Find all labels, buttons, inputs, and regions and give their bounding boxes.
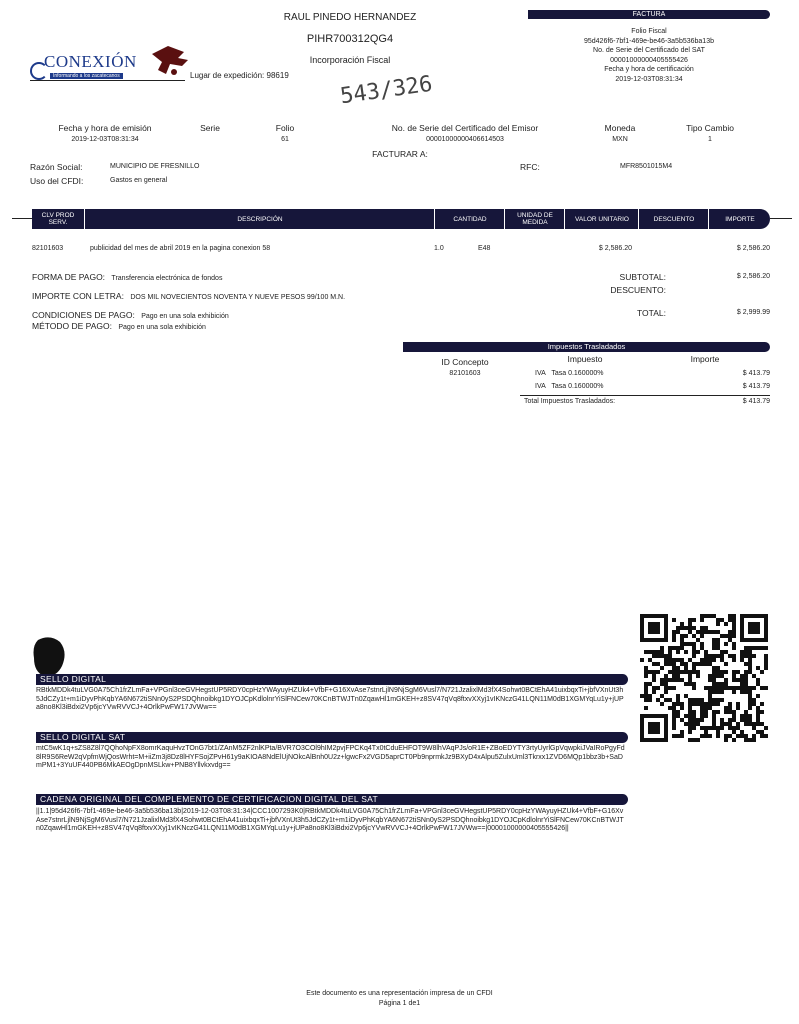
condiciones-value: Pago en una sola exhibición	[141, 313, 229, 320]
handwritten-note: 543/326	[338, 71, 435, 110]
emission-value: 2019-12-03T08:31:34	[71, 136, 139, 143]
col-descripcion: DESCRIPCIÓN	[84, 209, 435, 229]
company-logo	[30, 48, 190, 82]
logo-text: CONEXIÓN	[44, 52, 137, 71]
client-rfc-value: MFR8501015M4	[620, 163, 673, 170]
tax-line	[535, 370, 770, 377]
cert-emisor-value: 00001000000406614503	[426, 136, 504, 143]
col-descuento: DESCUENTO	[638, 209, 709, 229]
table-row	[32, 245, 770, 257]
cert-date-value: 2019-12-03T08:31:34	[615, 75, 683, 83]
fiscal-title-bar	[528, 10, 770, 19]
tax-line-importe: $ 413.79	[742, 370, 770, 377]
forma-pago-value: Transferencia electrónica de fondos	[111, 275, 223, 282]
footer-note: Este documento es una representación impresa de un CFDI	[306, 990, 493, 997]
cadena-original-header	[36, 794, 628, 805]
tax-total-value: $ 413.79	[742, 398, 770, 405]
tax-col-importe: Importe	[690, 354, 720, 364]
table-side-rule-right	[770, 218, 792, 219]
issuer-regime: Incorporación Fiscal	[309, 55, 391, 65]
logo-figure-icon	[148, 44, 194, 80]
place-label: Lugar de expedición:	[190, 71, 265, 80]
footer-page: Página 1 de1	[378, 1000, 421, 1007]
subtotal-value: $ 2,586.20	[736, 273, 770, 280]
cert-sat-label: No. de Serie del Certificado del SAT	[593, 47, 705, 55]
metodo-label: MÉTODO DE PAGO:	[32, 321, 112, 331]
tax-line-tasa: Tasa 0.160000%	[551, 370, 604, 377]
folio-label: Folio	[275, 123, 295, 133]
fiscal-box	[528, 27, 770, 85]
qr-code	[640, 614, 768, 742]
serie-label: Serie	[200, 123, 220, 133]
importe-letra-label: IMPORTE CON LETRA:	[32, 291, 124, 301]
fiscal-title: FACTURA	[632, 11, 666, 18]
taxes-title-bar	[403, 342, 770, 352]
cadena-original-label: CADENA ORIGINAL DEL COMPLEMENTO DE CERTIFICACION DIGITAL DEL SAT	[40, 794, 379, 804]
uso-cfdi-label: Uso del CFDI:	[30, 176, 84, 186]
redaction-mark-icon	[30, 636, 70, 678]
sello-sat-text: mtC5wK1q+sZS8Z8l7QQhoNpFX8omrKaquHvzTOnG7bt1/ZAnM5ZF2nlKPta/BVR7O3COl9hIM2pvjFPCKq4Tx0tCduEHFOT9W8lhVAqPJs/oR1E+ZBoEDYTY3rtyUyrlGpVqwpkiJVaIRoPgyFd8lR9S6ReW2qVpfmWjQosWrht=M+iiZm3j8Dz8lHYFSojZPvH61y9aKIOA8NdElUjNOkcAlBnh0U2z+lgwcFx2VGD5aprCT0Pb9nprmkJz9BXyD4xAlpu5ZulxUml3Tkrxx1ZVD6MQp1bbz3b+SaDmPM1+3YuUF440PB6MkAEOgDpnMSLkw+PNB8Yllvkxvdg==	[36, 745, 625, 769]
tipo-cambio-value: 1	[708, 136, 712, 143]
row-valor: $ 2,586.20	[598, 245, 632, 252]
col-valor: VALOR UNITARIO	[564, 209, 639, 229]
metodo-value: Pago en una sola exhibición	[118, 324, 206, 331]
tax-col-id: ID Concepto	[441, 357, 489, 367]
forma-pago-label: FORMA DE PAGO:	[32, 272, 106, 282]
issuer-name: RAUL PINEDO HERNANDEZ	[283, 12, 417, 23]
issuer-rfc: PIHR700312QG4	[306, 33, 394, 45]
moneda-value: MXN	[612, 136, 628, 143]
razon-social-value: MUNICIPIO DE FRESNILLO	[110, 163, 200, 170]
logo-underline	[30, 80, 185, 81]
row-cantidad: 1.0	[434, 245, 444, 252]
condiciones-label: CONDICIONES DE PAGO:	[32, 310, 135, 320]
taxes-title: Impuestos Trasladados	[547, 342, 626, 351]
tipo-cambio-label: Tipo Cambio	[686, 123, 734, 133]
descuento-label: DESCUENTO:	[610, 285, 666, 295]
subtotal-label: SUBTOTAL:	[619, 272, 666, 282]
sello-digital-text: RBtkMDDk4tuLVG0A75Ch1frZLmFa+VPGnl3ceGVHegstUP5RDY0cpHzYWAyuyHZUk4+VfbF+G16XvAse7stnrLjlN9NjSgM6Vusl7/N721JzalixlMd3fX4Sohwt0BCtEhA41uixbqxTi+jbfVXnUt3h5JdCZy1t+m1iDyvPhKqbYA6N672tiSNn0yS2PSDQhnoibkg1DYOJCpKdlolnrYiSlFNCew70KCnBTWJTn0ZqawHl1mGKEH+z8SV47qVq8ftxvXXyj1vIKNczG41LQN11M0dB1XGMYqLu1y+jUPa8no8Kl3iBdxi2Vp6jcYVwRVVCJ+4OrlkPwFW17JVWw==	[36, 687, 624, 711]
importe-letra-value: DOS MIL NOVECIENTOS NOVENTA Y NUEVE PESOS 99/100 M.N.	[130, 294, 346, 301]
col-unidad: UNIDAD DE MEDIDA	[504, 209, 565, 229]
logo-subtitle: Informando a los zacatecanos	[50, 73, 123, 79]
col-cantidad: CANTIDAD	[434, 209, 505, 229]
folio-fiscal-value: 95d426f6-7bf1-469e-be46-3a5b536ba13b	[583, 37, 714, 45]
tax-id-concepto: 82101603	[449, 370, 481, 377]
sello-digital-label: SELLO DIGITAL	[40, 674, 107, 684]
sello-sat-header	[36, 732, 628, 743]
tax-line	[535, 383, 770, 390]
cert-date-label: Fecha y hora de certificación	[604, 66, 694, 74]
cadena-original-text: ||1.1|95d426f6-7bf1-469e-be46-3a5b536ba13b|2019-12-03T08:31:34|CCC1007293K0|RBtkMDDk4tuLVG0A75Ch1frZLmFa+VPGnl3ceGVHegstUP5RDY0cpHzYWAyuyHZUk4+VfbF+G16XvAse7stnrLjlN9NjSgM6Vusl7/N721JzalixlMd3fX4Sohwt0BCtEhA41uixbqxTi+jbfVXnUt3h5JdCZy1t+m1iDyvPhKqbYA6N672tiSNn0yS2PSDQhnoibkg1DYOJCpKdlolnrYiSlFNCew70KCnBTWJTn0ZqawHl1mGKEH+z8SV47qVq8ftxvXXyj1vIKNczG41LQN11M0dB1XGMYqLu1y+jUPa8no8Kl3iBdxi2Vp6jcYVwRVVCJ+4OrlkPwFW17JVWw==|00001000000405555426||	[36, 808, 624, 832]
uso-cfdi-value: Gastos en general	[110, 177, 168, 184]
cert-emisor-label: No. de Serie del Certificado del Emisor	[391, 123, 539, 133]
tax-line-tasa: Tasa 0.160000%	[551, 383, 604, 390]
total-label: TOTAL:	[637, 308, 666, 318]
row-unidad: E48	[478, 245, 491, 252]
facturar-a-label: FACTURAR A:	[372, 149, 428, 159]
place-of-issue	[190, 71, 289, 80]
cert-sat-value: 00001000000405555426	[610, 56, 688, 64]
place-value: 98619	[266, 71, 289, 80]
forma-pago	[32, 272, 222, 282]
total-value: $ 2,999.99	[736, 309, 770, 316]
row-descripcion: publicidad del mes de abril 2019 en la pagina conexion 58	[90, 245, 271, 252]
tax-line-impuesto: IVA	[535, 370, 546, 377]
razon-social-label: Razón Social:	[30, 162, 83, 172]
table-side-rule-left	[12, 218, 32, 219]
sello-sat-label: SELLO DIGITAL SAT	[40, 732, 126, 742]
importe-letra	[32, 291, 345, 301]
condiciones-pago	[32, 310, 229, 320]
col-importe: IMPORTE	[708, 209, 771, 229]
tax-line-impuesto: IVA	[535, 383, 546, 390]
tax-total-label: Total Impuestos Trasladados:	[524, 398, 616, 405]
row-importe: $ 2,586.20	[736, 245, 770, 252]
tax-col-impuesto: Impuesto	[567, 354, 603, 364]
moneda-label: Moneda	[604, 123, 636, 133]
emission-label: Fecha y hora de emisión	[58, 123, 152, 133]
folio-value: 61	[281, 136, 289, 143]
row-clave: 82101603	[32, 245, 64, 252]
tax-total-rule	[520, 395, 770, 396]
client-rfc-label: RFC:	[520, 162, 540, 172]
items-table-header	[32, 209, 770, 229]
folio-fiscal-label: Folio Fiscal	[631, 28, 667, 35]
metodo-pago	[32, 321, 206, 331]
tax-line-importe: $ 413.79	[742, 383, 770, 390]
sello-digital-header	[36, 674, 628, 685]
col-clave: CLV PROD SERV.	[41, 212, 75, 226]
